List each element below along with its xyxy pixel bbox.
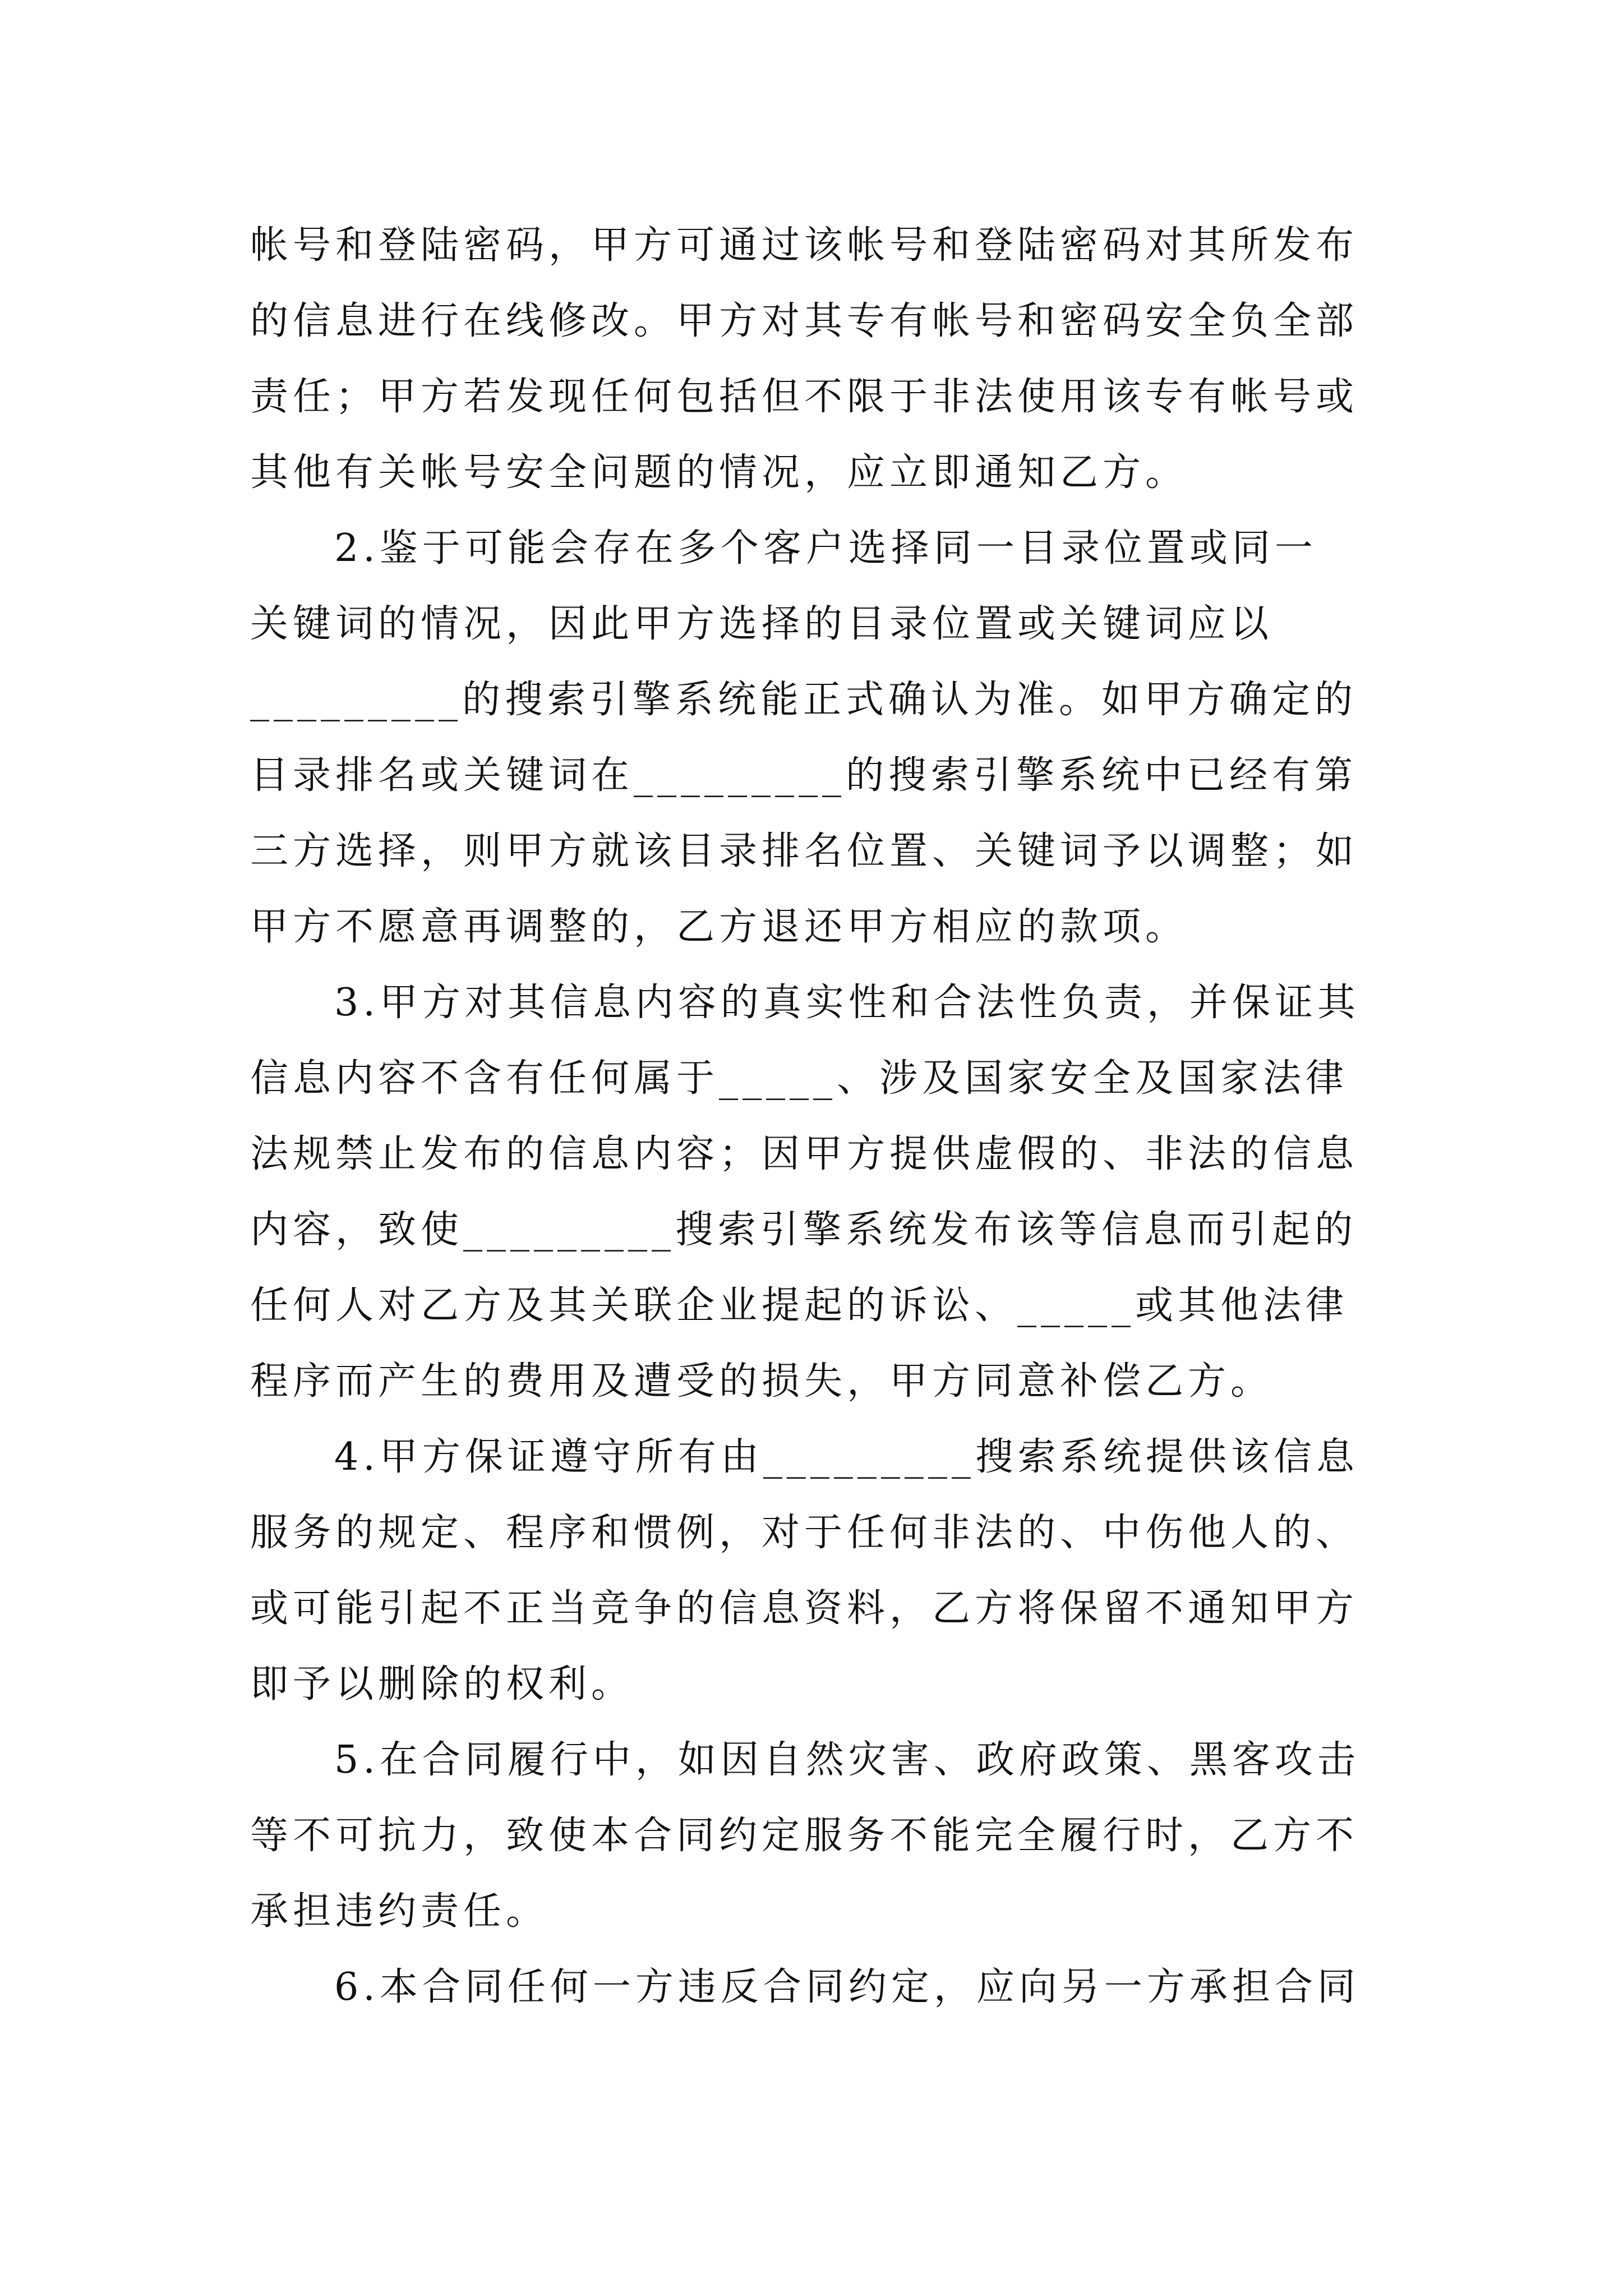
text-line: 或可能引起不正当竞争的信息资料，乙方将保留不通知甲方 [250, 1586, 1359, 1631]
text-line: _________的搜索引擎系统能正式确认为准。如甲方确定的 [250, 678, 1358, 722]
clause-6-first-line: 6.本合同任何一方违反合同约定，应向另一方承担合同 [334, 1965, 1360, 2009]
text-line: 三方选择，则甲方就该目录排名位置、关键词予以调整；如 [250, 829, 1359, 873]
text-line: 关键词的情况，因此甲方选择的目录位置或关键词应以 [250, 602, 1274, 646]
text-line: 信息内容不含有任何属于_____、涉及国家安全及国家法律 [250, 1056, 1349, 1101]
text-line: 帐号和登陆密码，甲方可通过该帐号和登陆密码对其所发布 [250, 223, 1359, 268]
text-line: 法规禁止发布的信息内容；因甲方提供虚假的、非法的信息 [250, 1132, 1359, 1176]
text-line: 即予以删除的权利。 [250, 1662, 634, 1706]
text-line: 其他有关帐号安全问题的情况，应立即通知乙方。 [250, 450, 1188, 495]
clause-5-first-line: 5.在合同履行中，如因自然灾害、政府政策、黑客攻击 [334, 1738, 1360, 1782]
text-line: 任何人对乙方及其关联企业提起的诉讼、_____或其他法律 [250, 1283, 1349, 1328]
clause-3-first-line: 3.甲方对其信息内容的真实性和合法性负责，并保证其 [334, 981, 1360, 1025]
text-line: 承担违约责任。 [250, 1889, 549, 1934]
text-line: 服务的规定、程序和惯例，对于任何非法的、中伤他人的、 [250, 1511, 1359, 1555]
text-line: 目录排名或关键词在_________的搜索引擎系统中已经有第 [250, 753, 1358, 798]
text-line: 甲方不愿意再调整的，乙方退还甲方相应的款项。 [250, 905, 1188, 949]
text-line: 责任；甲方若发现任何包括但不限于非法使用该专有帐号或 [250, 375, 1359, 419]
text-line: 内容，致使_________搜索引擎系统发布该等信息而引起的 [250, 1208, 1358, 1252]
clause-4-first-line: 4.甲方保证遵守所有由_________搜索系统提供该信息 [334, 1435, 1359, 1479]
contract-body-text [250, 208, 1380, 2025]
text-line: 程序而产生的费用及遭受的损失，甲方同意补偿乙方。 [250, 1359, 1274, 1404]
text-line: 的信息进行在线修改。甲方对其专有帐号和密码安全负全部 [250, 299, 1359, 343]
text-line: 等不可抗力，致使本合同约定服务不能完全履行时，乙方不 [250, 1814, 1359, 1858]
clause-2-first-line: 2.鉴于可能会存在多个客户选择同一目录位置或同一 [334, 526, 1317, 570]
